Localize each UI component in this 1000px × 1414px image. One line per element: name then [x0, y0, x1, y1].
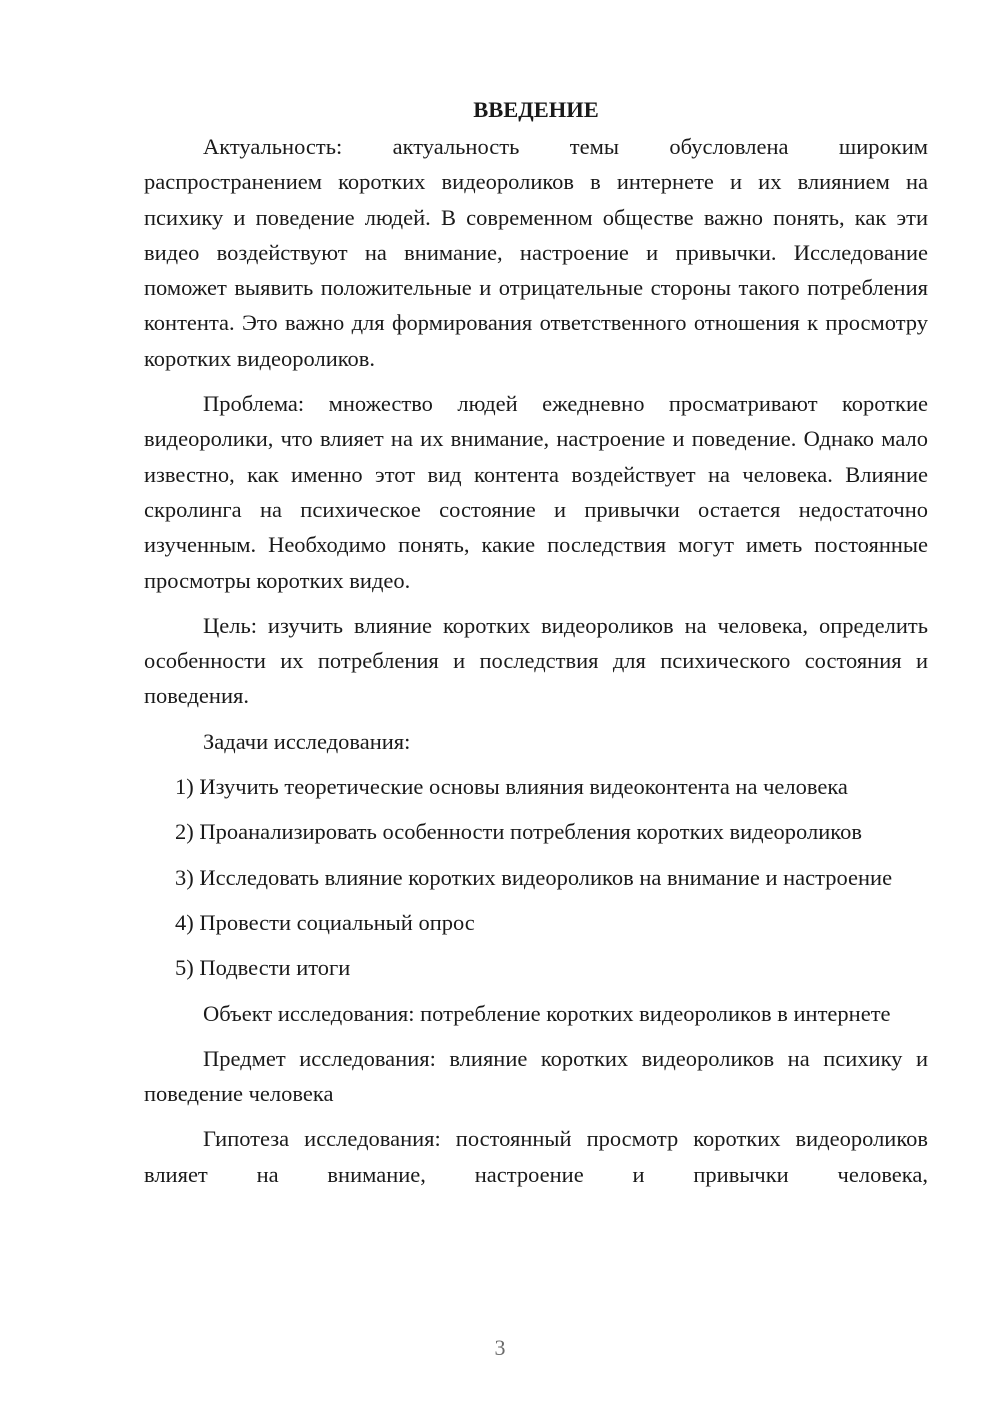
page-number: 3 [494, 1335, 506, 1360]
list-item: 1) Изучить теоретические основы влияния видеоконтента на человека [175, 774, 848, 800]
tasks-list [144, 769, 928, 985]
tasks-heading: Задачи исследования: [203, 728, 411, 754]
page-title: ВВЕДЕНИЕ [473, 97, 599, 122]
goal-paragraph: Цель: изучить влияние коротких видеороликов на человека, определить особенности их потребления и последствия для психического состояния и поведения. [144, 612, 928, 709]
relevance-paragraph: Актуальность: актуальность темы обусловлена широким распространением коротких видеороликов в интернете и их влиянием на психику и поведение людей. В современном обществе важно понять, как эти видео воздействуют на внимание, настроение и привычки. Исследование поможет выявить положительные и отрицательные стороны такого потребления контента. Это важно для формирования ответственного отношения к просмотру коротких видеороликов. [144, 134, 928, 371]
hypothesis-paragraph: Гипотеза исследования: постоянный просмотр коротких видеороликов влияет на внимание, настроение и привычки человека, [144, 1126, 928, 1187]
document-page [144, 92, 928, 1202]
object-paragraph: Объект исследования: потребление коротких видеороликов в интернете [203, 1000, 891, 1026]
list-item: 2) Проанализировать особенности потребления коротких видеороликов [175, 819, 862, 845]
list-item: 4) Провести социальный опрос [175, 909, 475, 935]
list-item: 5) Подвести итоги [175, 955, 351, 981]
problem-paragraph: Проблема: множество людей ежедневно просматривают короткие видеоролики, что влияет на их внимание, настроение и поведение. Однако мало известно, как именно этот вид контента воздействует на человека. Влияние скролинга на психическое состояние и привычки остается недостаточно изученным. Необходимо понять, какие последствия могут иметь постоянные просмотры коротких видео. [144, 391, 928, 593]
subject-paragraph: Предмет исследования: влияние коротких видеороликов на психику и поведение человека [144, 1045, 928, 1107]
list-item: 3) Исследовать влияние коротких видеороликов на внимание и настроение [175, 864, 893, 890]
